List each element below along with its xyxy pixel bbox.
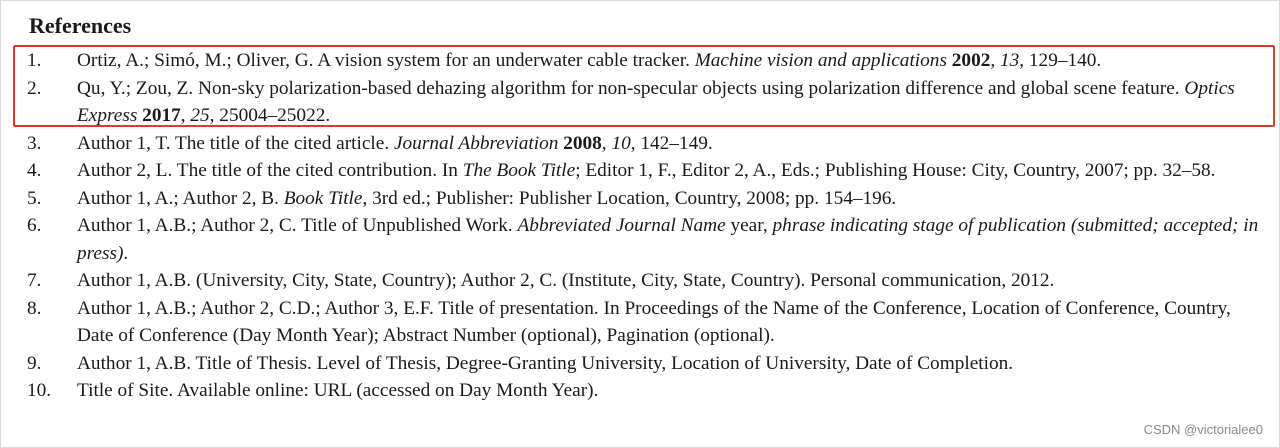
reference-text: [77, 185, 1267, 213]
reference-text: [77, 350, 1267, 378]
reference-year: 2008: [563, 132, 602, 154]
reference-item: [1, 157, 1280, 185]
reference-segment: Author 1, A.B.; Author 2, C. Title of Unpublished Work.: [77, 215, 518, 236]
reference-italic-segment: phrase indicating stage of publication (submitted; accepted; in press): [77, 215, 1259, 264]
reference-item: [1, 295, 1280, 350]
reference-segment: , 129–140.: [1019, 50, 1102, 71]
reference-segment: Author 1, A.B. Title of Thesis. Level of Thesis, Degree-Granting University, Location of University, Date of Completion.: [77, 352, 1014, 374]
reference-segment: ,: [990, 50, 1000, 71]
reference-segment: , 3rd ed.; Publisher: Publisher Location, Country, 2008; pp. 154–196.: [362, 187, 897, 209]
reference-segment: ; Editor 1, F., Editor 2, A., Eds.; Publishing House: City, Country, 2007; pp. 32–58.: [575, 160, 1216, 181]
reference-segment: ,: [601, 132, 612, 154]
reference-italic-segment: Abbreviated Journal Name: [517, 215, 726, 236]
reference-item: [1, 75, 1280, 130]
reference-segment: Author 1, A.; Author 2, B.: [77, 187, 284, 209]
reference-text: [77, 47, 1267, 75]
reference-text: [77, 75, 1267, 130]
reference-item: [1, 47, 1280, 75]
reference-text: [77, 377, 1267, 405]
reference-text: [77, 130, 1267, 158]
reference-number: 9.: [27, 352, 42, 374]
reference-segment: Author 1, A.B. (University, City, State, Country); Author 2, C. (Institute, City, State, Country). Personal communication, 2012.: [77, 270, 1055, 291]
reference-segment: Title of Site. Available online: URL (accessed on Day Month Year).: [77, 380, 599, 401]
reference-segment: , 142–149.: [630, 132, 713, 154]
watermark: CSDN @victorialee0: [1143, 422, 1263, 437]
reference-number: 7.: [27, 270, 42, 291]
reference-number: 5.: [27, 187, 42, 209]
reference-item: [1, 185, 1280, 213]
reference-italic-segment: Machine vision and applications: [694, 50, 947, 71]
reference-text: [77, 212, 1267, 267]
reference-segment: ,: [180, 105, 191, 126]
reference-item: [1, 350, 1280, 378]
reference-year: 2017: [142, 105, 181, 126]
reference-italic-segment: Book Title: [283, 187, 363, 209]
reference-segment: Ortiz, A.; Simó, M.; Oliver, G. A vision system for an underwater cable tracker.: [77, 50, 695, 71]
reference-italic-segment: Optics Express: [77, 77, 1235, 126]
reference-segment: , 25004–25022.: [209, 105, 331, 126]
reference-number: 6.: [27, 215, 42, 236]
reference-number: 10.: [27, 380, 52, 401]
reference-italic-segment: 25: [190, 105, 210, 126]
reference-list: [1, 47, 1280, 405]
reference-segment: .: [123, 242, 129, 264]
reference-item: [1, 212, 1280, 267]
reference-item: [1, 130, 1280, 158]
reference-segment: Qu, Y.; Zou, Z. Non-sky polarization-based dehazing algorithm for non-specular objects using polarization difference and global scene feature.: [77, 77, 1185, 99]
reference-italic-segment: 13: [999, 50, 1020, 71]
reference-number: 2.: [27, 77, 42, 99]
reference-text: [77, 295, 1267, 350]
reference-italic-segment: The Book Title: [462, 160, 576, 181]
reference-number: 4.: [27, 160, 42, 181]
reference-number: 8.: [27, 297, 42, 319]
reference-text: [77, 157, 1267, 185]
reference-italic-segment: 10: [611, 132, 631, 154]
reference-number: 1.: [27, 50, 42, 71]
reference-item: [1, 267, 1280, 295]
reference-segment: Author 2, L. The title of the cited contribution. In: [77, 160, 463, 181]
reference-segment: year,: [725, 215, 773, 236]
reference-item: [1, 377, 1280, 405]
reference-text: [77, 267, 1267, 295]
reference-segment: Author 1, T. The title of the cited article.: [77, 132, 394, 154]
reference-year: 2002: [951, 50, 991, 71]
reference-number: 3.: [27, 132, 42, 154]
reference-segment: Author 1, A.B.; Author 2, C.D.; Author 3, E.F. Title of presentation. In Proceedings of the Name of the Conference, Location of Conference, Country, Date of Conference (Day Month Year); Abstract Number (optional), Pagination (optional).: [77, 297, 1231, 346]
references-heading: References: [29, 13, 132, 38]
reference-italic-segment: Journal Abbreviation: [393, 132, 559, 154]
